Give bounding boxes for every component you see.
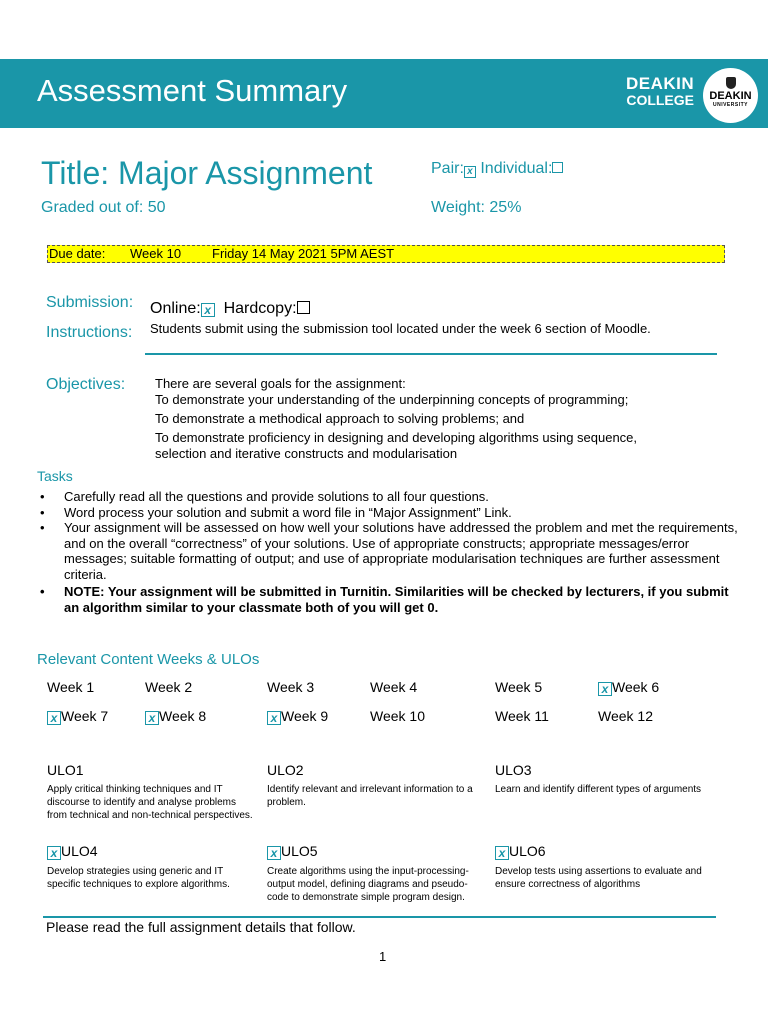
week-checkbox[interactable]: x (267, 711, 281, 725)
week-item (145, 708, 206, 725)
week-label: Week 2 (145, 679, 193, 695)
week-label: Week 9 (281, 708, 329, 724)
individual-checkbox[interactable] (552, 162, 563, 173)
hardcopy-checkbox[interactable] (297, 301, 310, 314)
week-label: Week 3 (267, 679, 315, 695)
pair-label: Pair: (431, 160, 464, 177)
ulo-description: Identify relevant and irrelevant information to a problem. (267, 784, 473, 808)
week-item (370, 708, 425, 724)
ulo-description: Apply critical thinking techniques and IT discourse to identify and analyse problems from technical and non-technical perspectives. (47, 784, 253, 821)
crest-icon (726, 77, 736, 89)
online-checkbox[interactable]: x (201, 303, 215, 317)
ulo-label: ULO5 (281, 843, 318, 859)
logo-line-1: DEAKIN (626, 74, 695, 93)
submission-instructions: Students submit using the submission tool located under the week 6 section of Moodle. (150, 321, 651, 336)
ulo-checkbox[interactable]: x (47, 846, 61, 860)
ulo-checkbox[interactable]: x (495, 846, 509, 860)
ulo-label: ULO3 (495, 762, 532, 778)
ulo-description: Develop tests using assertions to evaluate and ensure correctness of algorithms (495, 866, 702, 890)
week-item (598, 679, 659, 696)
due-date-bar (47, 245, 725, 263)
weight: Weight: 25% (431, 199, 522, 216)
ulo-checkbox[interactable]: x (267, 846, 281, 860)
tasks-list (40, 489, 740, 615)
ulo-label: ULO1 (47, 762, 84, 778)
ulo-item (267, 843, 318, 860)
week-label: Week 8 (159, 708, 207, 724)
submission-label: Submission: (46, 294, 134, 311)
pair-individual-row (431, 160, 563, 178)
ulo-description: Learn and identify different types of arguments (495, 784, 702, 795)
objective-item: To demonstrate your understanding of the underpinning concepts of programming; (155, 392, 629, 407)
task-note: • NOTE: Your assignment will be submitted in Turnitin. Similarities will be checked by lecturers, if you submit an algorithm similar to your classmate both of you will get 0. (40, 584, 740, 615)
hardcopy-label: Hardcopy: (223, 300, 297, 317)
individual-label: Individual: (480, 160, 553, 177)
graded-out-of: Graded out of: 50 (41, 199, 166, 216)
task-item: • Your assignment will be assessed on how well your solutions have addressed the problem and met the requirements, and on the overall “correctness” of your solutions. Use of appropriate constructs; appropriate messages/error messages; suitable formatting of output; and use of appropriate modularisation techniques are further assessment criteria. (40, 520, 740, 582)
page-number: 1 (379, 949, 387, 964)
header-band (0, 59, 768, 128)
deakin-university-seal (703, 68, 758, 123)
ulo-divider (43, 916, 716, 918)
submission-divider (145, 353, 717, 355)
objectives-list (155, 376, 637, 462)
week-label: Week 10 (370, 708, 425, 724)
week-item (145, 679, 192, 695)
ulo-label: ULO6 (509, 843, 546, 859)
week-checkbox[interactable]: x (145, 711, 159, 725)
week-label: Week 12 (598, 708, 653, 724)
objective-item: To demonstrate a methodical approach to solving problems; and (155, 411, 525, 426)
task-item: • Word process your solution and submit a word file in “Major Assignment” Link. (40, 505, 740, 521)
week-label: Week 4 (370, 679, 418, 695)
deakin-college-logo (626, 75, 694, 109)
week-label: Week 5 (495, 679, 543, 695)
objectives-label: Objectives: (46, 376, 126, 393)
assignment-title: Title: Major Assignment (41, 155, 373, 191)
page-title: Assessment Summary (37, 73, 348, 108)
relevant-content-label: Relevant Content Weeks & ULOs (37, 651, 260, 668)
ulo-item (47, 843, 98, 860)
week-item (495, 708, 549, 724)
week-label: Week 6 (612, 679, 660, 695)
footer-note: Please read the full assignment details that follow. (46, 919, 356, 935)
online-label: Online: (150, 300, 201, 317)
week-item (267, 708, 328, 725)
week-label: Week 7 (61, 708, 109, 724)
ulo-item (495, 843, 546, 860)
week-checkbox[interactable]: x (598, 682, 612, 696)
instructions-label: Instructions: (46, 324, 133, 341)
objectives-intro: There are several goals for the assignment: (155, 376, 406, 391)
week-item (370, 679, 417, 695)
pair-checkbox[interactable]: x (464, 166, 476, 178)
ulo-label: ULO4 (61, 843, 98, 859)
tasks-label: Tasks (37, 468, 73, 484)
seal-text-2: UNIVERSITY (712, 102, 748, 108)
ulo-description: Develop strategies using generic and IT specific techniques to explore algorithms. (47, 866, 230, 890)
week-item (598, 708, 653, 724)
objective-item: selection and iterative constructs and modularisation (155, 446, 458, 461)
week-item (495, 679, 542, 695)
week-item (47, 679, 94, 695)
ulo-label: ULO2 (267, 762, 304, 778)
due-date-value: Friday 14 May 2021 5PM AEST (212, 246, 395, 261)
seal-text-1: DEAKIN (709, 90, 752, 102)
submission-options (150, 300, 310, 318)
week-checkbox[interactable]: x (47, 711, 61, 725)
ulo-description: Create algorithms using the input-processing-output model, defining diagrams and pseudo-code to demonstrate simple program design. (267, 866, 469, 903)
week-label: Week 11 (495, 708, 549, 724)
logo-line-2: COLLEGE (626, 92, 694, 108)
objective-item: To demonstrate proficiency in designing and developing algorithms using sequence, (155, 430, 638, 445)
task-item: • Carefully read all the questions and provide solutions to all four questions. (40, 489, 740, 505)
due-date-label: Due date: (49, 246, 106, 261)
week-item (267, 679, 314, 695)
week-label: Week 1 (47, 679, 95, 695)
week-item (47, 708, 108, 725)
due-week: Week 10 (130, 246, 182, 261)
